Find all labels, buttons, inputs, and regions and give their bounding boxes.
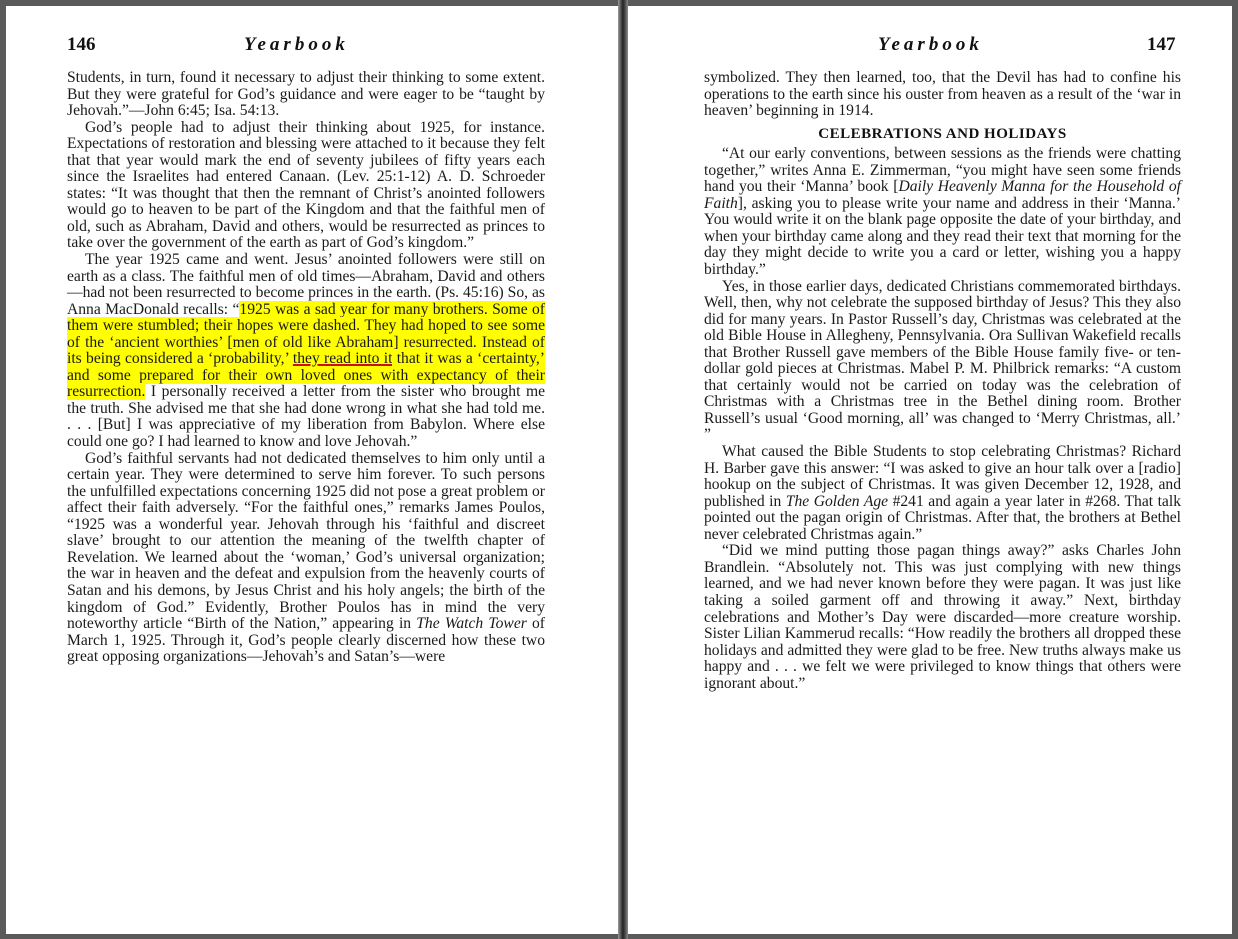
text-run: “At our early conventions, between sessions as the friends were chatting together,” writes Anna E. Zimmerman, “you might have seen some friends hand you their ‘Manna’ book [: [704, 145, 1181, 196]
left-text-column: [67, 70, 545, 666]
paragraph: symbolized. They then learned, too, that the Devil has had to confine his operations to the earth since his ouster from heaven as a result of the ‘war in heaven’ beginning in 1914.: [704, 69, 1181, 120]
text-run: #241 and again a year later in #268. That talk pointed out the pagan origin of Christmas. After that, the brothers at Bethel never celebrated Christmas again.”: [704, 492, 1181, 543]
text-run: What caused the Bible Students to stop celebrating Christmas? Richard H. Barber gave this answer: “I was asked to give an hour talk over a [radio] hookup on the subject of Christmas. It was given December 12, 1928, and published in: [704, 443, 1181, 510]
paragraph-with-highlight: [67, 252, 545, 451]
book-title: Daily Heavenly Manna for the Household of Faith: [704, 178, 1182, 212]
paragraph: [704, 444, 1181, 543]
highlighted-text: 1925 was a sad year for many brothers. Some of them were stumbled; their hopes were dashed. They had hoped to see some of the ‘ancient worthies’ [men of old like Abraham] resurrected. Instead of its being considered a ‘probability,’: [67, 300, 545, 368]
publication-title: The Golden Age: [785, 492, 889, 510]
book-gutter: [618, 0, 628, 939]
underlined-highlighted-text: they read into it: [292, 350, 393, 368]
section-heading: CELEBRATIONS AND HOLIDAYS: [818, 125, 1067, 142]
page-number-right: 147: [1147, 34, 1176, 55]
text-run: of March 1, 1925. Through it, God’s people clearly discerned how these two great opposing organizations—Jehovah’s and Satan’s—were: [67, 615, 545, 666]
text-run: The year 1925 came and went. Jesus’ anointed followers were still on earth as a class. The faithful men of old times—Abraham, David and others—had not been resurrected to become princes in the earth. (Ps. 45:16) So, as Anna MacDonald recalls: “: [67, 251, 545, 318]
text-run: ], asking you to please write your name and address in their ‘Manna.’ You would write it on the blank page opposite the date of your birthday, and when your birthday came along and they read their text that morning for the day they might decide to write you a card or letter, wishing you a happy birthday.”: [704, 194, 1181, 279]
paragraph: Yes, in those earlier days, dedicated Christians commemorated birthdays. Well, then, why not celebrate the supposed birthday of Jesus? This they also did for many years. In Pastor Russell’s day, Christmas was celebrated at the old Bible House in Allegheny, Pennsylvania. Ora Sullivan Wakefield recalls that Brother Russell gave members of the Bible House family five- or ten-dollar gold pieces at Christmas. Mabel P. M. Philbrick remarks: “A custom that certainly would not be carried on today was the celebration of Christmas with a Christmas tree in the Bethel dining room. Brother Russell’s usual ‘Good morning, all’ was changed to ‘Merry Christmas, all.’ ”: [704, 277, 1181, 444]
left-page: [6, 6, 618, 934]
page-number-left: 146: [67, 34, 96, 55]
paragraph: God’s people had to adjust their thinking about 1925, for instance. Expectations of restoration and blessing were attached to it because they felt that that year would mark the end of seventy jubilees of fifty years each since the Israelites had entered Canaan. (Lev. 25:1-12) A. D. Schroeder states: “It was thought that then the remnant of Christ’s anointed followers would go to heaven to be part of the Kingdom and that the faithful men of old, such as Abraham, David and others, would be resurrected as princes to take over the government of the earth as part of God’s kingdom.”: [67, 118, 545, 252]
running-head-right: Yearbook: [878, 34, 983, 55]
paragraph: [704, 146, 1181, 278]
paragraph: [67, 451, 545, 666]
text-run: God’s faithful servants had not dedicated themselves to him only until a certain year. They were determined to serve him forever. To such persons the unfulfilled expectations concerning 1925 did not pose a great problem or affect their faith adversely. “For the faithful ones,” remarks James Poulos, “1925 was a wonderful year. Jehovah through his ‘faithful and discreet slave’ brought to our attention the meaning of the twelfth chapter of Revelation. We learned about the ‘woman,’ God’s universal organization; the war in heaven and the defeat and expulsion from the heavenly courts of Satan and his demons, by Jesus Christ and his holy angels; the birth of the kingdom of God.” Evidently, Brother Poulos has in mind the very noteworthy article “Birth of the Nation,” appearing in: [67, 449, 545, 633]
publication-title: The Watch Tower: [416, 615, 527, 633]
right-text-column: [704, 70, 1181, 692]
text-run: I personally received a letter from the sister who brought me the truth. She advised me that she had done wrong in what she had told me. . . . [But] I was appreciative of my liberation from Babylon. Where else could one go? I had learned to know and love Jehovah.”: [67, 383, 545, 451]
paragraph: “Did we mind putting those pagan things away?” asks Charles John Brandlein. “Absolutely not. This was just complying with new things learned, and we had never known before they were pagan. It was just like taking a soiled garment off and throwing it away.” Next, birthday celebrations and Mother’s Day were discarded—more creature worship. Sister Lilian Kammerud recalls: “How readily the brothers all dropped these holidays and admitted they were glad to be free. New truths always make us happy and . . . we felt we were privileged to know things that others were ignorant about.”: [704, 542, 1181, 692]
highlighted-text: that it was a ‘certainty,’ and some prepared for their own loved ones with expectancy of their resurrection.: [67, 350, 545, 401]
paragraph: Students, in turn, found it necessary to adjust their thinking to some extent. But they were grateful for God’s guidance and were eager to be “taught by Jehovah.”—John 6:45; Isa. 54:13.: [67, 69, 545, 120]
right-page: [628, 6, 1232, 934]
running-head-left: Yearbook: [244, 34, 349, 55]
